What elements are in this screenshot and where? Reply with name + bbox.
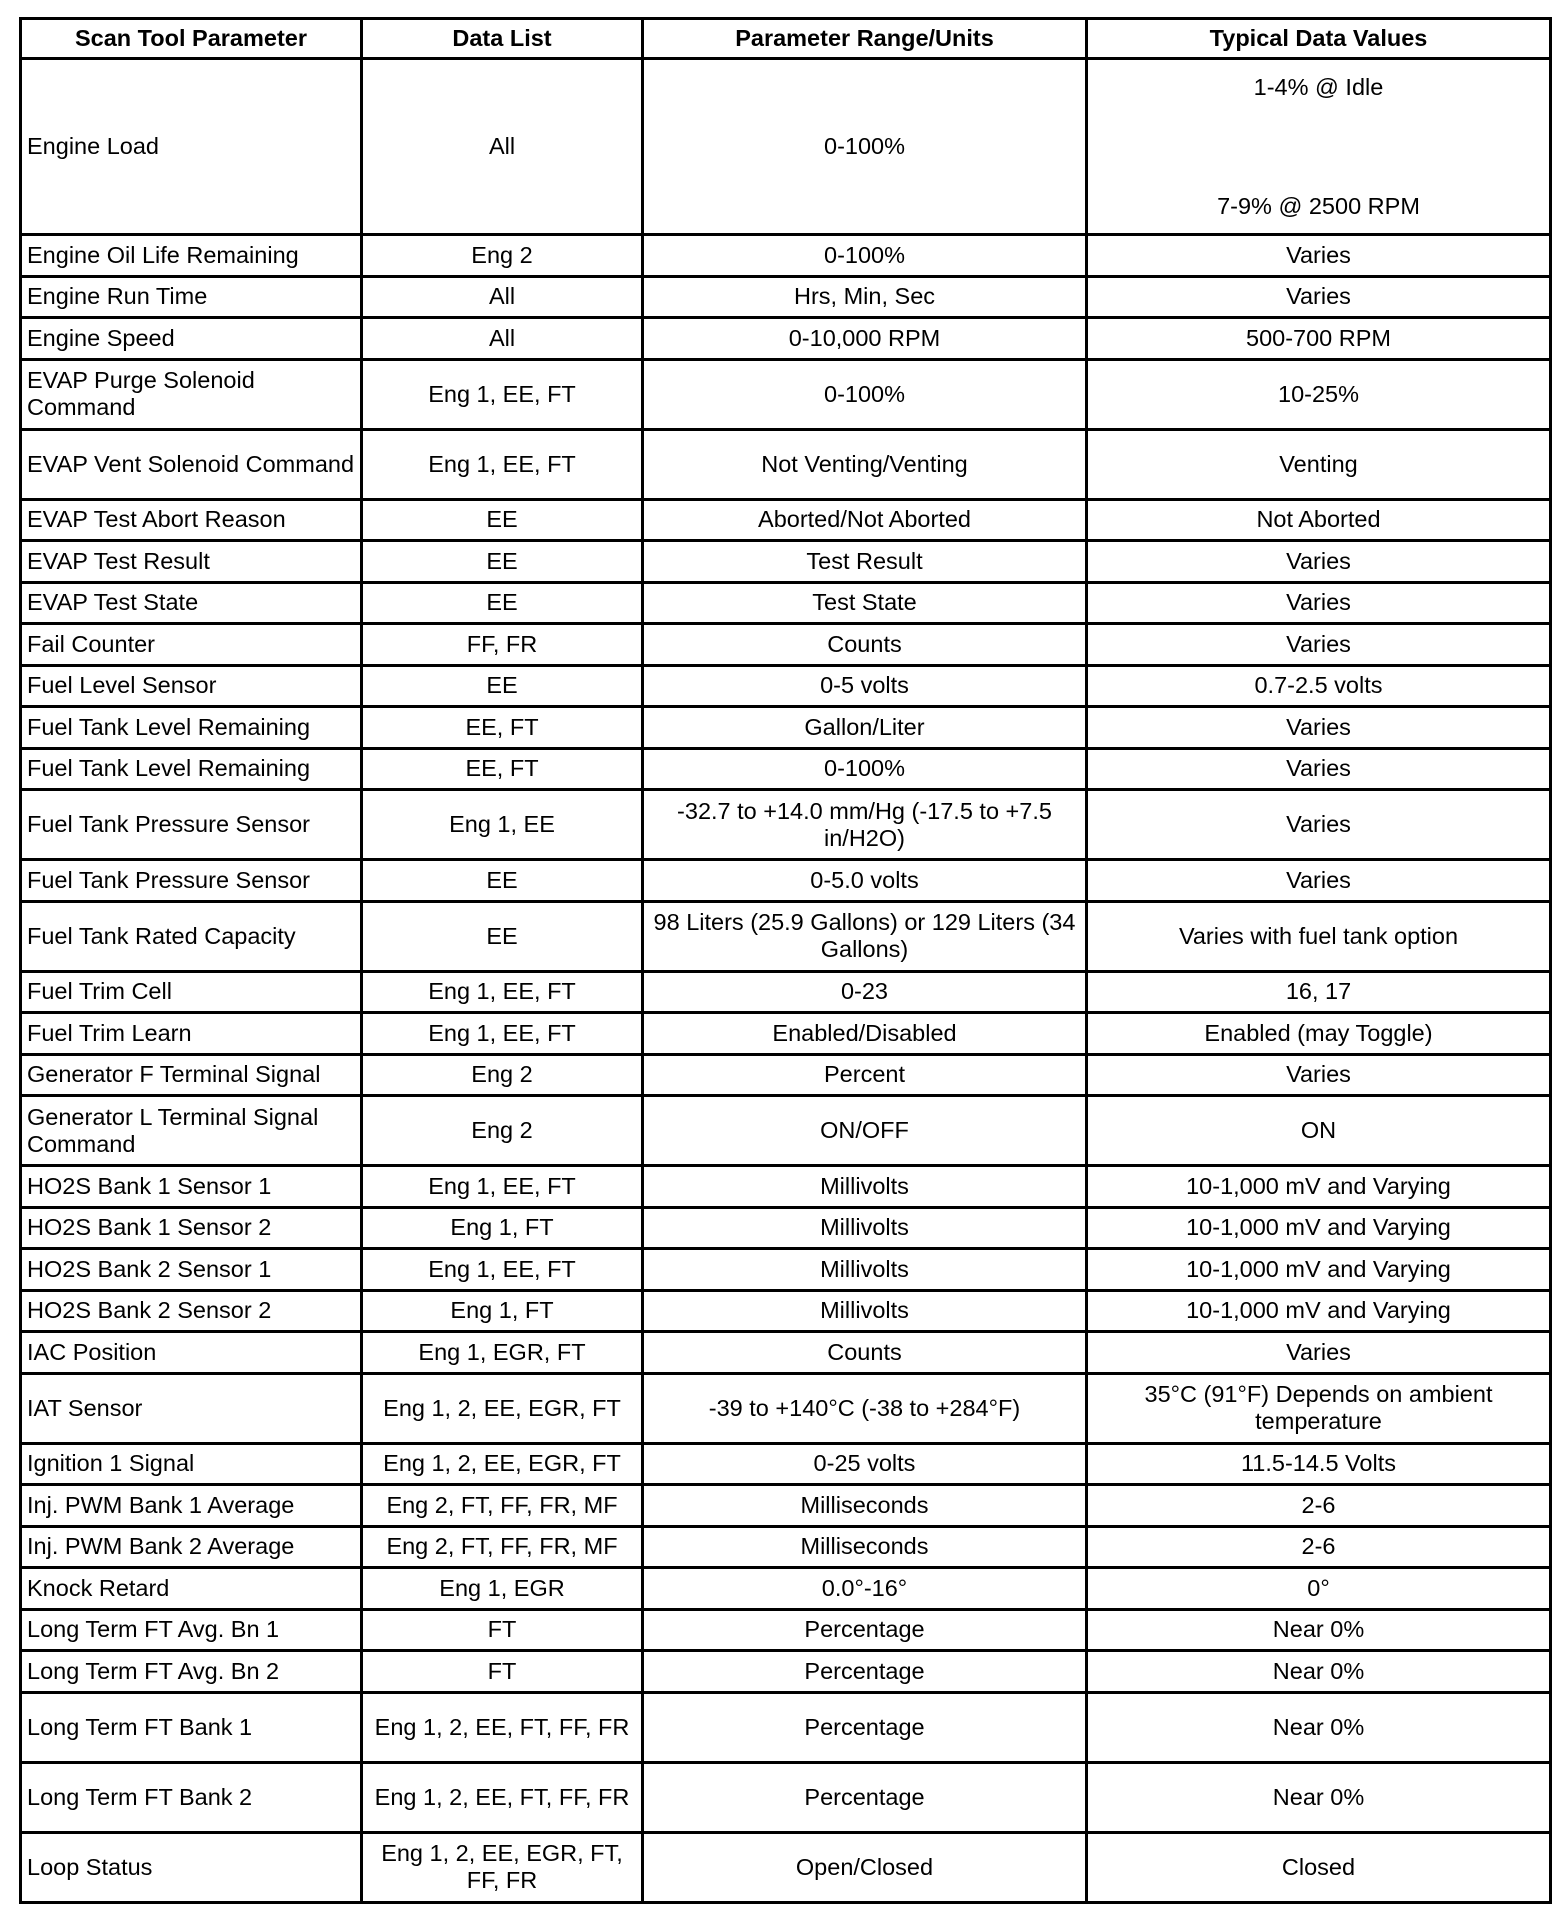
range-cell: -39 to +140°C (-38 to +284°F) — [643, 1373, 1087, 1443]
parameter-cell: Long Term FT Bank 1 — [21, 1692, 362, 1762]
table-row — [21, 1651, 1551, 1693]
typical-cell: Varies — [1087, 582, 1551, 624]
parameter-cell: EVAP Test Result — [21, 541, 362, 583]
table-row — [21, 790, 1551, 860]
parameter-cell: Generator L Terminal Signal Command — [21, 1096, 362, 1166]
range-cell: Percent — [643, 1054, 1087, 1096]
range-cell: -32.7 to +14.0 mm/Hg (-17.5 to +7.5 in/H2O) — [643, 790, 1087, 860]
typical-cell: Not Aborted — [1087, 499, 1551, 541]
header-scan-tool-parameter: Scan Tool Parameter — [21, 19, 362, 59]
range-cell: Percentage — [643, 1692, 1087, 1762]
table-row — [21, 860, 1551, 902]
typical-cell: Varies — [1087, 707, 1551, 749]
range-cell: 0-5.0 volts — [643, 860, 1087, 902]
table-row — [21, 276, 1551, 318]
data-list-cell: FT — [362, 1609, 643, 1651]
data-list-cell: EE, FT — [362, 748, 643, 790]
data-list-cell: Eng 1, EE, FT — [362, 429, 643, 499]
data-list-cell: EE — [362, 541, 643, 583]
table-row — [21, 1762, 1551, 1832]
table-row — [21, 665, 1551, 707]
parameter-cell: HO2S Bank 2 Sensor 2 — [21, 1290, 362, 1332]
range-cell: 0-100% — [643, 359, 1087, 429]
parameter-cell: Fuel Tank Level Remaining — [21, 748, 362, 790]
range-cell: Enabled/Disabled — [643, 1013, 1087, 1055]
range-cell: Open/Closed — [643, 1832, 1087, 1902]
typical-cell: 2-6 — [1087, 1526, 1551, 1568]
table-row — [21, 1692, 1551, 1762]
range-cell: Millivolts — [643, 1290, 1087, 1332]
table-row — [21, 1096, 1551, 1166]
parameter-cell: EVAP Test State — [21, 582, 362, 624]
typical-idle-value: 1-4% @ Idle — [1253, 73, 1384, 100]
typical-cell: 500-700 RPM — [1087, 318, 1551, 360]
table-row — [21, 1609, 1551, 1651]
parameter-cell: Ignition 1 Signal — [21, 1443, 362, 1485]
table-row — [21, 1249, 1551, 1291]
typical-cell: Near 0% — [1087, 1762, 1551, 1832]
table-row — [21, 429, 1551, 499]
parameter-cell: Inj. PWM Bank 1 Average — [21, 1485, 362, 1527]
data-list-cell: Eng 1, EGR, FT — [362, 1332, 643, 1374]
typical-cell: Varies with fuel tank option — [1087, 901, 1551, 971]
scan-tool-data-table — [19, 17, 1552, 1904]
parameter-cell: Inj. PWM Bank 2 Average — [21, 1526, 362, 1568]
typical-cell: 10-1,000 mV and Varying — [1087, 1207, 1551, 1249]
parameter-cell: Long Term FT Bank 2 — [21, 1762, 362, 1832]
typical-cell: Near 0% — [1087, 1609, 1551, 1651]
typical-cell: Closed — [1087, 1832, 1551, 1902]
table-row — [21, 1290, 1551, 1332]
parameter-cell: IAC Position — [21, 1332, 362, 1374]
typical-cell: 10-1,000 mV and Varying — [1087, 1249, 1551, 1291]
header-typical-values: Typical Data Values — [1087, 19, 1551, 59]
data-list-cell: All — [362, 318, 643, 360]
typical-cell: Varies — [1087, 1332, 1551, 1374]
table-row — [21, 707, 1551, 749]
parameter-cell: EVAP Purge Solenoid Command — [21, 359, 362, 429]
parameter-cell: EVAP Test Abort Reason — [21, 499, 362, 541]
data-list-cell: Eng 2, FT, FF, FR, MF — [362, 1485, 643, 1527]
typical-cell: 0° — [1087, 1568, 1551, 1610]
data-list-cell: Eng 1, EE, FT — [362, 1166, 643, 1208]
data-list-cell: Eng 1, EGR — [362, 1568, 643, 1610]
typical-cell: Venting — [1087, 429, 1551, 499]
typical-cell: 2-6 — [1087, 1485, 1551, 1527]
table-row — [21, 1443, 1551, 1485]
parameter-cell: IAT Sensor — [21, 1373, 362, 1443]
parameter-cell: Generator F Terminal Signal — [21, 1054, 362, 1096]
typical-cell: 35°C (91°F) Depends on ambient temperature — [1087, 1373, 1551, 1443]
table-body — [21, 59, 1551, 1903]
scan-tool-data-table-container — [19, 17, 1549, 1904]
header-row — [21, 19, 1551, 59]
typical-cell: ON — [1087, 1096, 1551, 1166]
range-cell: Gallon/Liter — [643, 707, 1087, 749]
table-row — [21, 499, 1551, 541]
parameter-cell: HO2S Bank 2 Sensor 1 — [21, 1249, 362, 1291]
table-row — [21, 541, 1551, 583]
data-list-cell: Eng 1, EE — [362, 790, 643, 860]
range-cell: Test State — [643, 582, 1087, 624]
range-cell: Test Result — [643, 541, 1087, 583]
parameter-cell: Long Term FT Avg. Bn 2 — [21, 1651, 362, 1693]
table-row — [21, 1166, 1551, 1208]
table-row — [21, 1832, 1551, 1902]
range-cell: Percentage — [643, 1762, 1087, 1832]
typical-cell: 16, 17 — [1087, 971, 1551, 1013]
typical-cell: 10-25% — [1087, 359, 1551, 429]
typical-2500-value: 7-9% @ 2500 RPM — [1217, 192, 1420, 219]
parameter-cell: HO2S Bank 1 Sensor 1 — [21, 1166, 362, 1208]
table-row — [21, 1207, 1551, 1249]
data-list-cell: All — [362, 59, 643, 235]
range-cell: 0-25 volts — [643, 1443, 1087, 1485]
table-row — [21, 748, 1551, 790]
parameter-cell: Fuel Tank Level Remaining — [21, 707, 362, 749]
parameter-cell: Fail Counter — [21, 624, 362, 666]
range-cell: Not Venting/Venting — [643, 429, 1087, 499]
parameter-cell: Engine Run Time — [21, 276, 362, 318]
data-list-cell: EE — [362, 499, 643, 541]
typical-cell: Near 0% — [1087, 1692, 1551, 1762]
data-list-cell: All — [362, 276, 643, 318]
range-cell: Counts — [643, 624, 1087, 666]
data-list-cell: Eng 1, FT — [362, 1290, 643, 1332]
range-cell: Millivolts — [643, 1207, 1087, 1249]
range-cell: 0-23 — [643, 971, 1087, 1013]
data-list-cell: EE — [362, 860, 643, 902]
table-row — [21, 318, 1551, 360]
data-list-cell: Eng 1, EE, FT — [362, 1249, 643, 1291]
parameter-cell: Fuel Level Sensor — [21, 665, 362, 707]
typical-cell: Varies — [1087, 860, 1551, 902]
data-list-cell: Eng 2 — [362, 1054, 643, 1096]
data-list-cell: Eng 1, EE, FT — [362, 359, 643, 429]
table-row — [21, 359, 1551, 429]
parameter-cell: Engine Load — [21, 59, 362, 235]
range-cell: 0-100% — [643, 59, 1087, 235]
data-list-cell: EE — [362, 901, 643, 971]
range-cell: 98 Liters (25.9 Gallons) or 129 Liters (34 Gallons) — [643, 901, 1087, 971]
range-cell: Aborted/Not Aborted — [643, 499, 1087, 541]
typical-cell: 0.7-2.5 volts — [1087, 665, 1551, 707]
parameter-cell: Knock Retard — [21, 1568, 362, 1610]
data-list-cell: Eng 1, 2, EE, FT, FF, FR — [362, 1762, 643, 1832]
parameter-cell: Engine Oil Life Remaining — [21, 235, 362, 277]
range-cell: Percentage — [643, 1609, 1087, 1651]
table-row — [21, 235, 1551, 277]
parameter-cell: Fuel Trim Cell — [21, 971, 362, 1013]
range-cell: Milliseconds — [643, 1526, 1087, 1568]
range-cell: 0-100% — [643, 748, 1087, 790]
data-list-cell: FT — [362, 1651, 643, 1693]
typical-cell: Varies — [1087, 790, 1551, 860]
table-row — [21, 59, 1551, 235]
data-list-cell: Eng 1, EE, FT — [362, 971, 643, 1013]
table-row — [21, 1013, 1551, 1055]
typical-cell: Varies — [1087, 276, 1551, 318]
range-cell: Percentage — [643, 1651, 1087, 1693]
data-list-cell: Eng 1, 2, EE, FT, FF, FR — [362, 1692, 643, 1762]
range-cell: 0-100% — [643, 235, 1087, 277]
typical-cell: Near 0% — [1087, 1651, 1551, 1693]
data-list-cell: Eng 1, 2, EE, EGR, FT — [362, 1443, 643, 1485]
table-row — [21, 1332, 1551, 1374]
range-cell: 0-5 volts — [643, 665, 1087, 707]
range-cell: Milliseconds — [643, 1485, 1087, 1527]
range-cell: ON/OFF — [643, 1096, 1087, 1166]
header-parameter-range: Parameter Range/Units — [643, 19, 1087, 59]
parameter-cell: HO2S Bank 1 Sensor 2 — [21, 1207, 362, 1249]
typical-cell: Enabled (may Toggle) — [1087, 1013, 1551, 1055]
parameter-cell: Fuel Tank Rated Capacity — [21, 901, 362, 971]
data-list-cell: Eng 1, 2, EE, EGR, FT, FF, FR — [362, 1832, 643, 1902]
data-list-cell: EE — [362, 582, 643, 624]
data-list-cell: EE — [362, 665, 643, 707]
range-cell: Counts — [643, 1332, 1087, 1374]
table-row — [21, 1526, 1551, 1568]
data-list-cell: Eng 1, FT — [362, 1207, 643, 1249]
data-list-cell: Eng 2 — [362, 235, 643, 277]
typical-cell: Varies — [1087, 541, 1551, 583]
table-row — [21, 971, 1551, 1013]
typical-cell — [1087, 59, 1551, 235]
range-cell: 0.0°-16° — [643, 1568, 1087, 1610]
parameter-cell: Loop Status — [21, 1832, 362, 1902]
parameter-cell: EVAP Vent Solenoid Command — [21, 429, 362, 499]
typical-cell: 11.5-14.5 Volts — [1087, 1443, 1551, 1485]
table-row — [21, 624, 1551, 666]
table-row — [21, 1054, 1551, 1096]
typical-cell: 10-1,000 mV and Varying — [1087, 1166, 1551, 1208]
range-cell: Hrs, Min, Sec — [643, 276, 1087, 318]
typical-cell: Varies — [1087, 1054, 1551, 1096]
data-list-cell: Eng 1, 2, EE, EGR, FT — [362, 1373, 643, 1443]
typical-cell: Varies — [1087, 235, 1551, 277]
typical-cell: Varies — [1087, 624, 1551, 666]
data-list-cell: FF, FR — [362, 624, 643, 666]
data-list-cell: EE, FT — [362, 707, 643, 749]
parameter-cell: Fuel Tank Pressure Sensor — [21, 790, 362, 860]
table-row — [21, 1568, 1551, 1610]
header-data-list: Data List — [362, 19, 643, 59]
typical-cell: 10-1,000 mV and Varying — [1087, 1290, 1551, 1332]
data-list-cell: Eng 2, FT, FF, FR, MF — [362, 1526, 643, 1568]
table-row — [21, 901, 1551, 971]
data-list-cell: Eng 1, EE, FT — [362, 1013, 643, 1055]
data-list-cell: Eng 2 — [362, 1096, 643, 1166]
parameter-cell: Engine Speed — [21, 318, 362, 360]
parameter-cell: Fuel Tank Pressure Sensor — [21, 860, 362, 902]
table-row — [21, 582, 1551, 624]
parameter-cell: Fuel Trim Learn — [21, 1013, 362, 1055]
parameter-cell: Long Term FT Avg. Bn 1 — [21, 1609, 362, 1651]
typical-cell: Varies — [1087, 748, 1551, 790]
range-cell: Millivolts — [643, 1249, 1087, 1291]
range-cell: Millivolts — [643, 1166, 1087, 1208]
table-row — [21, 1373, 1551, 1443]
table-row — [21, 1485, 1551, 1527]
range-cell: 0-10,000 RPM — [643, 318, 1087, 360]
